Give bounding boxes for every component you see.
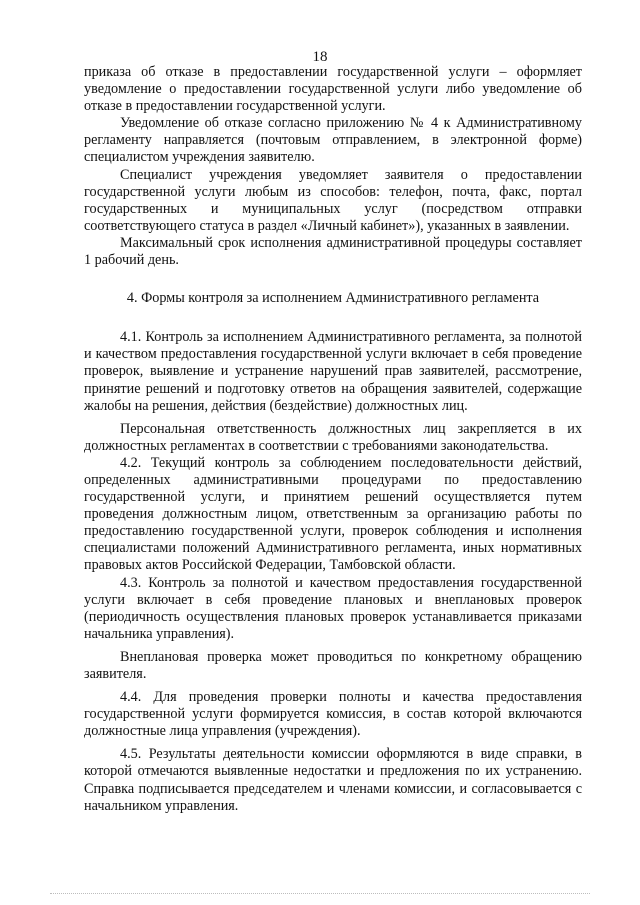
paragraph-specialist-notification: Специалист учреждения уведомляет заявителя о предоставлении государственной услуги любым из способов: телефон, почта, факс, портал государственных и муниципальных услуг (посредством отправки соответствующего статуса в раздел «Личный кабинет»), указанных в заявлении. [84, 166, 582, 234]
paragraph-unscheduled-check: Внеплановая проверка может проводиться по конкретному обращению заявителя. [84, 648, 582, 682]
paragraph-4-1: 4.1. Контроль за исполнением Административного регламента, за полнотой и качеством предоставления государственной услуги включает в себя проведение проверок, выявление и устранение нарушений прав заявителей, рассмотрение, принятие решений и подготовку ответов на обращения заявителей, содержащие жалобы на решения, действия (бездействие) должностных лиц. [84, 329, 582, 414]
page-number: 18 [312, 49, 328, 65]
paragraph-4-2: 4.2. Текущий контроль за соблюдением последовательности действий, определенных административными процедурами по предоставлению государственной услуги, и принятием решений осуществляется путем проведения должностным лицом, ответственным за организацию работы по предоставлению государственной услуги, проверок соблюдения и исполнения специалистами положений Административного регламента, иных нормативных правовых актов Российской Федерации, Тамбовской области. [84, 454, 582, 574]
section-heading-4: 4. Формы контроля за исполнением Административного регламента [126, 290, 540, 307]
paragraph-4-4: 4.4. Для проведения проверки полноты и качества предоставления государственной услуги формируется комиссия, в состав которой включаются должностные лица управления (учреждения). [84, 689, 582, 740]
paragraph-personal-responsibility: Персональная ответственность должностных лиц закрепляется в их должностных регламентах в соответствии с требованиями законодательства. [84, 420, 582, 454]
paragraph-continuation: приказа об отказе в предоставлении государственной услуги – оформляет уведомление о предоставлении государственной услуги либо уведомление об отказе в предоставлении государственной услуги. [84, 64, 582, 115]
scan-footer-marks [50, 893, 590, 898]
paragraph-4-5: 4.5. Результаты деятельности комиссии оформляются в виде справки, в которой отмечаются выявленные недостатки и предложения по их устранению. Справка подписывается председателем и членами комиссии, и согласовывается с начальником управления. [84, 746, 582, 814]
paragraph-4-3: 4.3. Контроль за полнотой и качеством предоставления государственной услуги включает в себя проведение плановых и внеплановых проверок (периодичность осуществления плановых проверок устанавливается приказами начальника управления). [84, 574, 582, 642]
paragraph-max-term: Максимальный срок исполнения административной процедуры составляет 1 рабочий день. [84, 234, 582, 269]
document-body [84, 64, 582, 815]
paragraph-refusal-notice: Уведомление об отказе согласно приложению № 4 к Административному регламенту направляется (почтовым отправлением, в электронной форме) специалистом учреждения заявителю. [84, 115, 582, 166]
